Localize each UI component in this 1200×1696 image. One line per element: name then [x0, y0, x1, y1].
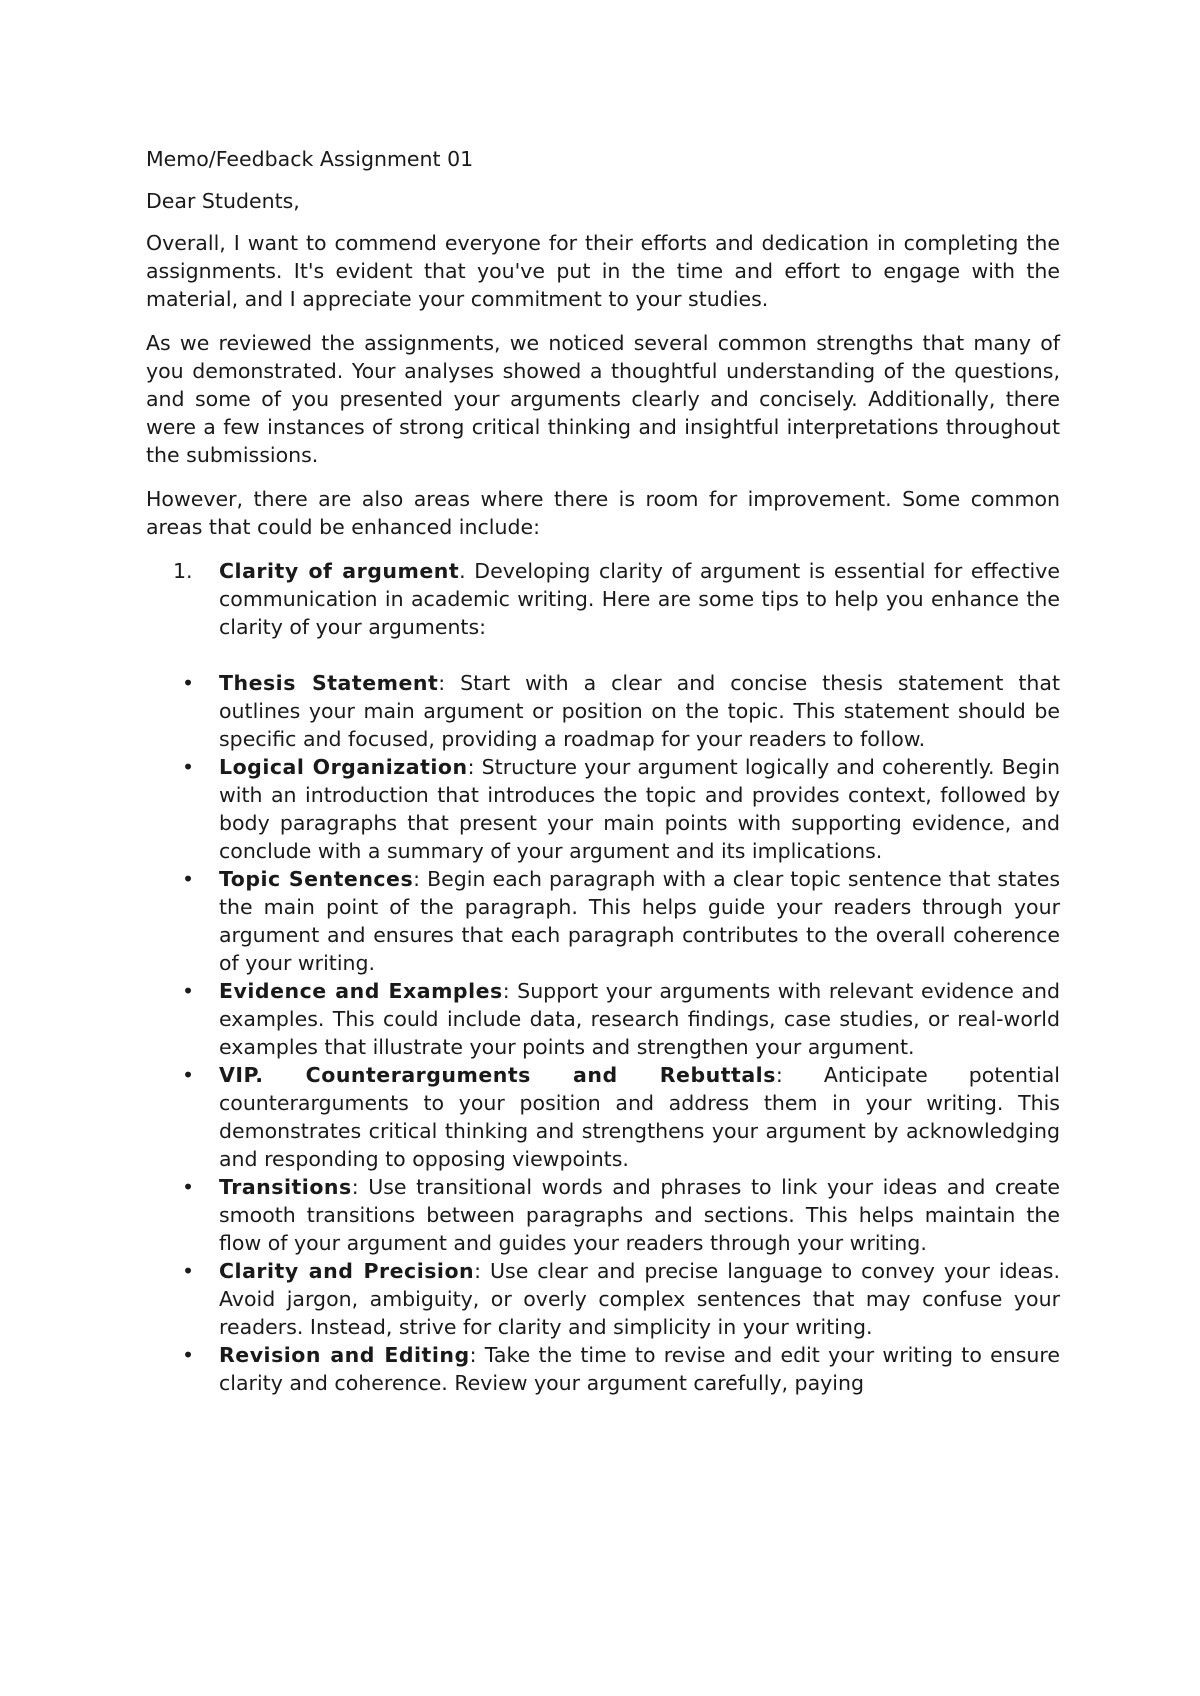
bullet-heading: Revision and Editing [219, 1343, 470, 1367]
bullet-counterarguments [146, 1061, 1060, 1173]
bullet-text: : Start with a clear and concise thesis statement that outlines your main argument or position on the topic. This statement should be specific and focused, providing a roadmap for your readers to follow. [219, 671, 1061, 751]
tips-bullet-list [146, 669, 1060, 1397]
bullet-heading: Clarity and Precision [219, 1259, 475, 1283]
numbered-item-clarity [146, 557, 1060, 641]
bullet-transitions [146, 1173, 1060, 1257]
bullet-icon: • [182, 671, 195, 695]
bullet-thesis-statement [146, 669, 1060, 753]
paragraph-commendation: Overall, I want to commend everyone for their efforts and dedication in completing the assignments. It's evident that you've put in the time and effort to engage with the material, and I appreciate your commitment to your studies. [146, 231, 1060, 311]
bullet-icon: • [182, 1175, 195, 1199]
bullet-revision-editing [146, 1341, 1060, 1397]
bullet-clarity-precision [146, 1257, 1060, 1341]
greeting: Dear Students, [146, 189, 300, 213]
bullet-icon: • [182, 1063, 195, 1087]
bullet-icon: • [182, 1343, 195, 1367]
paragraph-strengths: As we reviewed the assignments, we noticed several common strengths that many of you demonstrated. Your analyses showed a thoughtful understanding of the questions, and some of you presented your arguments clearly and concisely. Additionally, there were a few instances of strong critical thinking and insightful interpretations throughout the submissions. [146, 331, 1060, 467]
item-heading: Clarity of argument [219, 559, 460, 583]
bullet-text: : Support your arguments with relevant evidence and examples. This could include data, research findings, case studies, or real-world examples that illustrate your points and strengthen your argument. [219, 979, 1060, 1059]
item-text: . Developing clarity of argument is essential for effective communication in academic writing. Here are some tips to help you enhance the clarity of your arguments: [219, 559, 1060, 639]
numbered-list [146, 557, 1060, 641]
document-body [146, 145, 1060, 1397]
bullet-logical-organization [146, 753, 1060, 865]
bullet-heading: VIP. Counterarguments and Rebuttals [219, 1063, 776, 1087]
bullet-text: : Take the time to revise and edit your writing to ensure clarity and coherence. Review your argument carefully, paying [219, 1343, 1060, 1395]
bullet-icon: • [182, 867, 195, 891]
list-number: 1. [173, 559, 193, 583]
bullet-heading: Evidence and Examples [219, 979, 503, 1003]
bullet-icon: • [182, 1259, 195, 1283]
bullet-heading: Thesis Statement [219, 671, 439, 695]
bullet-heading: Transitions [219, 1175, 352, 1199]
bullet-text: : Use clear and precise language to convey your ideas. Avoid jargon, ambiguity, or overly complex sentences that may confuse your readers. Instead, strive for clarity and simplicity in your writing. [219, 1259, 1060, 1339]
bullet-heading: Logical Organization [219, 755, 468, 779]
bullet-evidence-examples [146, 977, 1060, 1061]
document-title: Memo/Feedback Assignment 01 [146, 147, 474, 171]
bullet-icon: • [182, 755, 195, 779]
bullet-text: : Structure your argument logically and coherently. Begin with an introduction that introduces the topic and provides context, followed by body paragraphs that present your main points with supporting evidence, and conclude with a summary of your argument and its implications. [219, 755, 1060, 863]
bullet-topic-sentences [146, 865, 1060, 977]
bullet-heading: Topic Sentences [219, 867, 414, 891]
bullet-text: : Begin each paragraph with a clear topic sentence that states the main point of the paragraph. This helps guide your readers through your argument and ensures that each paragraph contributes to the overall coherence of your writing. [219, 867, 1060, 975]
bullet-text: : Use transitional words and phrases to link your ideas and create smooth transitions between paragraphs and sections. This helps maintain the flow of your argument and guides your readers through your writing. [219, 1175, 1060, 1255]
bullet-icon: • [182, 979, 195, 1003]
bullet-text: : Anticipate potential counterarguments to your position and address them in your writing. This demonstrates critical thinking and strengthens your argument by acknowledging and responding to opposing viewpoints. [219, 1063, 1060, 1171]
paragraph-improvement: However, there are also areas where there is room for improvement. Some common areas that could be enhanced include: [146, 487, 1060, 539]
